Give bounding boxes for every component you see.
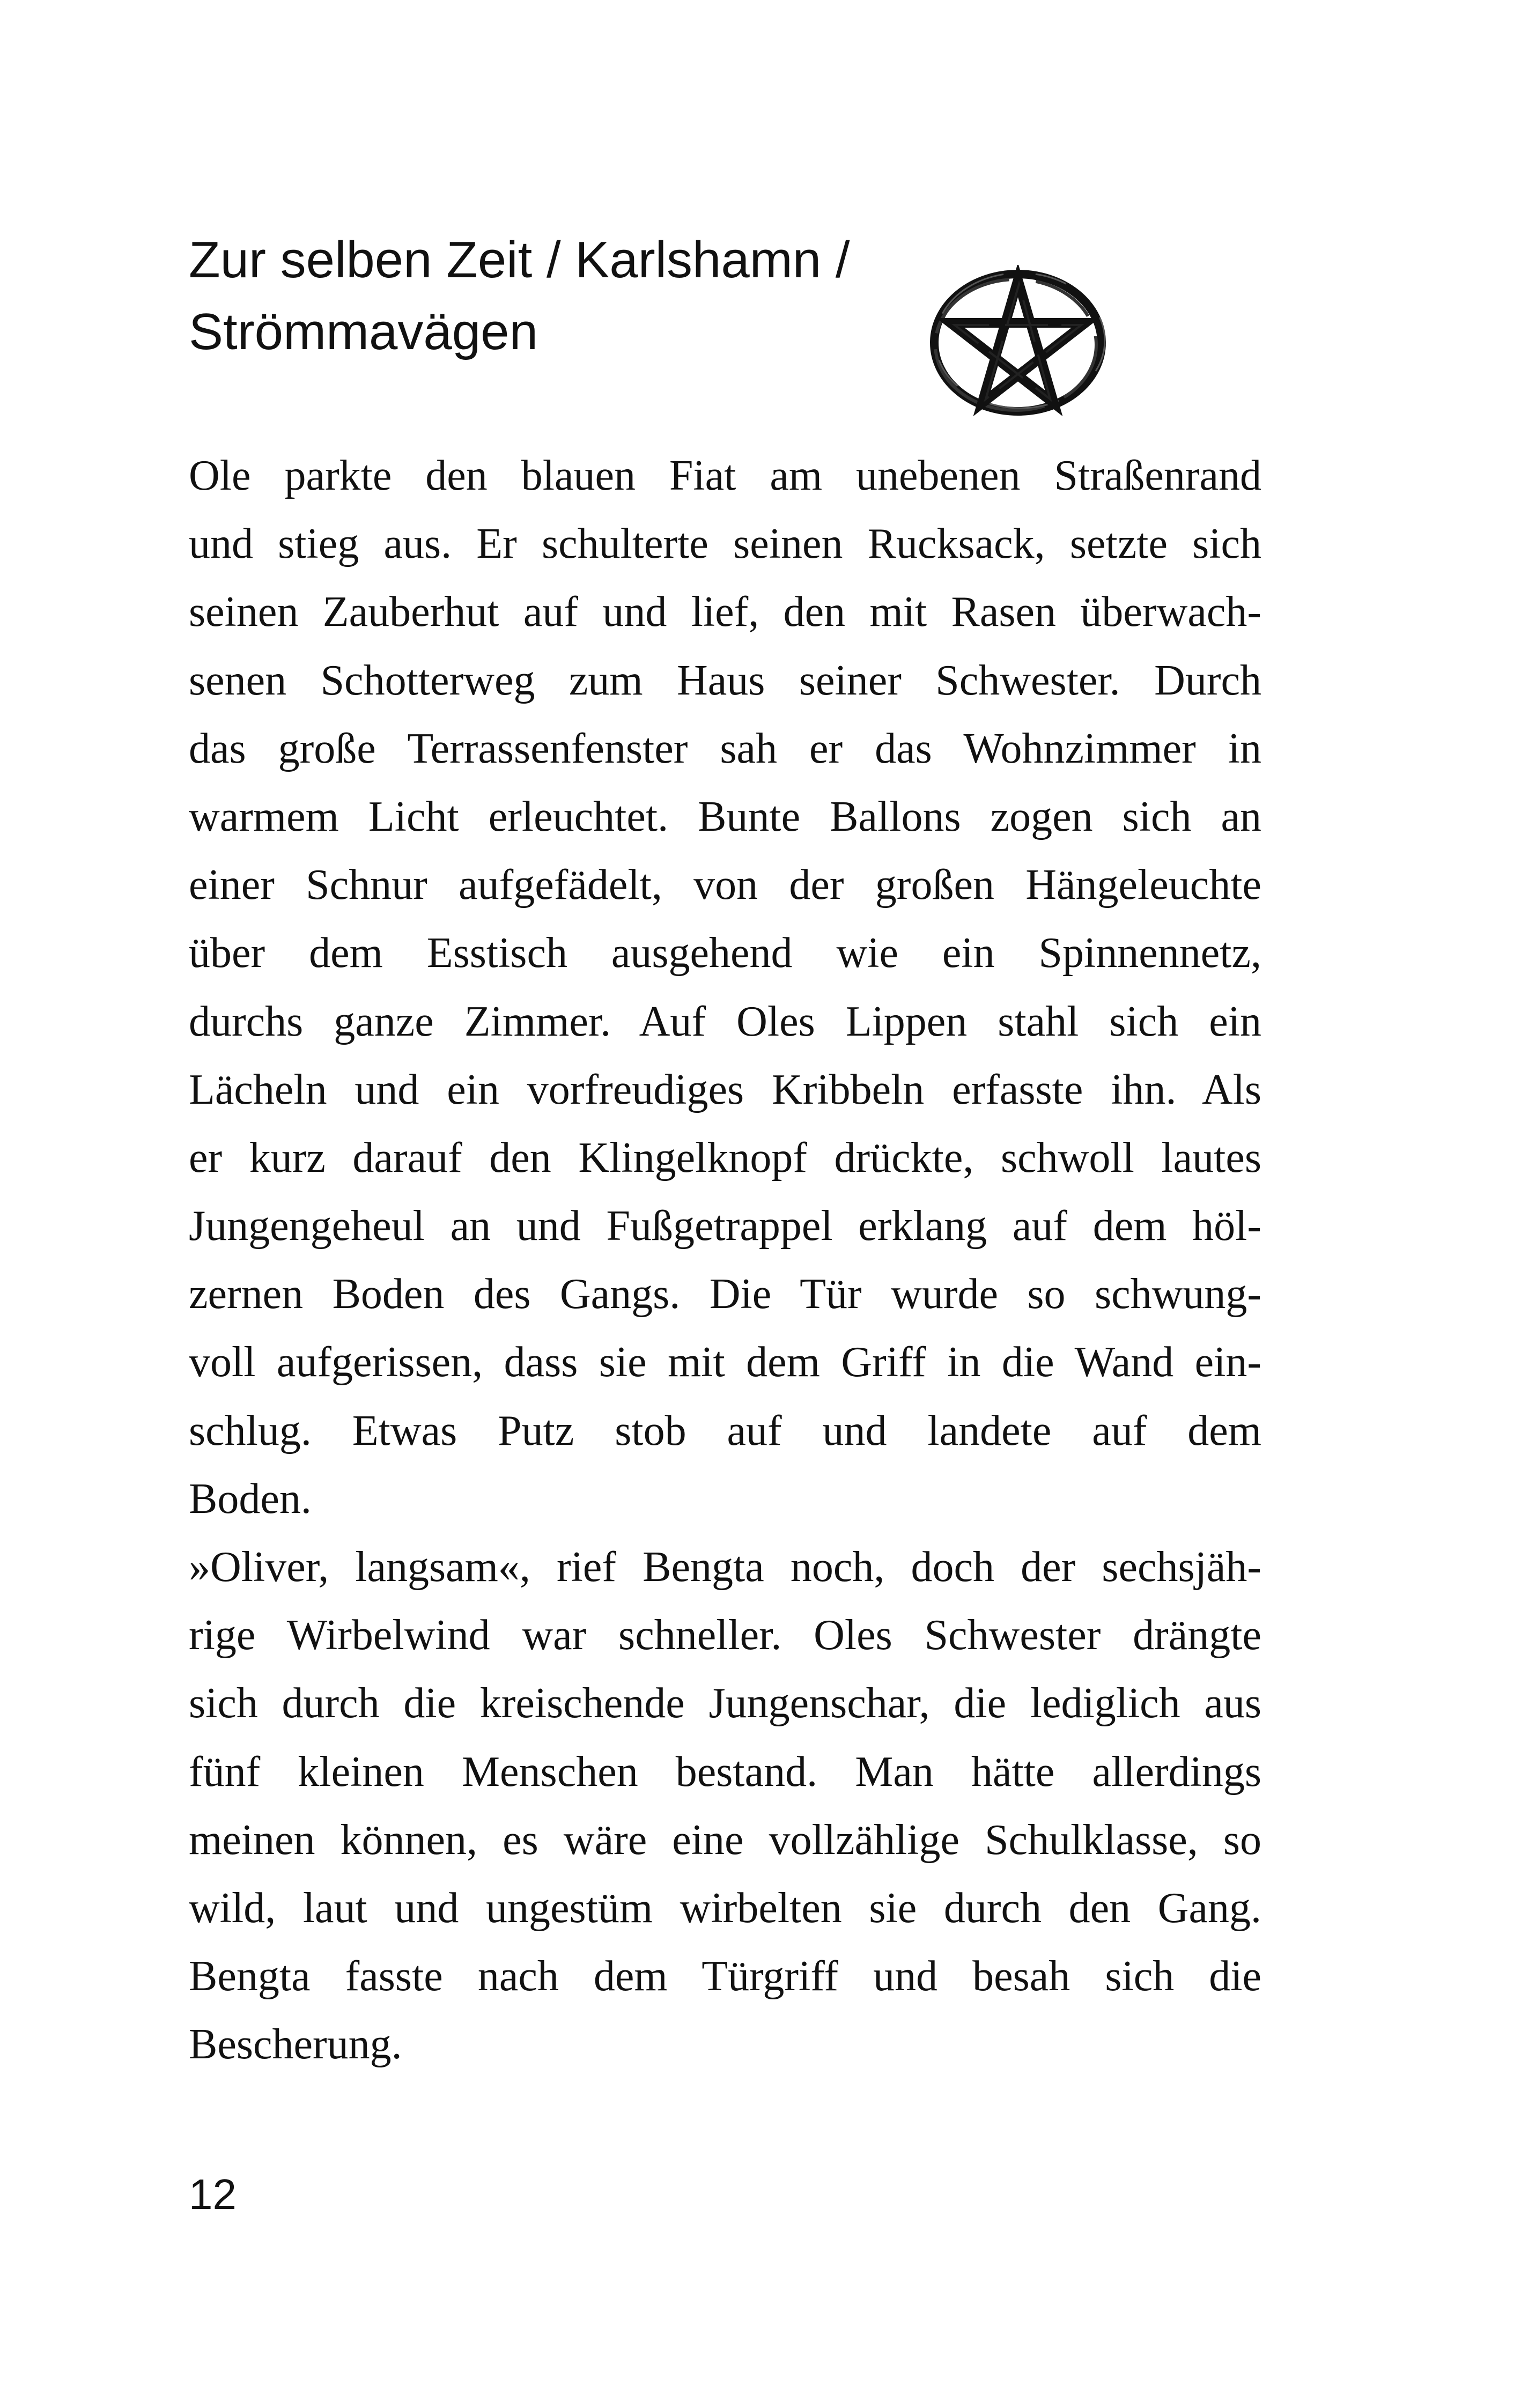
text-line: schlug. Etwas Putz stob auf und landete auf dem [189,1407,1261,1454]
text-line: warmem Licht erleuchtet. Bunte Ballons zogen sich an [189,793,1261,840]
text-line: wild, laut und ungestüm wirbelten sie durch den Gang. [189,1884,1261,1932]
text-line: das große Terrassenfenster sah er das Wohnzimmer in [189,725,1261,772]
text-line: einer Schnur aufgefädelt, von der großen Hängeleuchte [189,861,1261,909]
text-line: durchs ganze Zimmer. Auf Oles Lippen stahl sich ein [189,998,1261,1045]
page-number: 12 [189,2170,237,2218]
text-line: senen Schotterweg zum Haus seiner Schwester. Durch [189,656,1261,704]
body-text [189,442,1261,2079]
text-line: Jungengeheul an und Fußgetrappel erklang auf dem höl- [189,1202,1261,1250]
text-line: Ole parkte den blauen Fiat am unebenen Straßenrand [189,452,1261,499]
text-line: sich durch die kreischende Jungenschar, die lediglich aus [189,1680,1261,1727]
text-line: Bescherung. [189,2021,402,2069]
heading-line: Strömmavägen [189,303,538,360]
text-line: Bengta fasste nach dem Türgriff und besah sich die [189,1953,1261,2000]
text-line: über dem Esstisch ausgehend wie ein Spinnennetz, [189,929,1261,977]
text-line: fünf kleinen Menschen bestand. Man hätte allerdings [189,1748,1261,1796]
paragraph [189,1533,1261,2079]
heading-line: Zur selben Zeit / Karlshamn / [189,231,850,289]
text-line: zernen Boden des Gangs. Die Tür wurde so schwung- [189,1271,1261,1318]
pentagram-icon [927,265,1109,420]
chapter-heading [189,224,950,368]
text-line: Lächeln und ein vorfreudiges Kribbeln erfasste ihn. Als [189,1066,1261,1113]
text-line: und stieg aus. Er schulterte seinen Rucksack, setzte sich [189,520,1261,568]
text-line: meinen können, es wäre eine vollzählige Schulklasse, so [189,1816,1261,1864]
text-line: er kurz darauf den Klingelknopf drückte, schwoll lautes [189,1134,1261,1181]
paragraph [189,442,1261,1533]
text-line: Boden. [189,1475,312,1523]
text-line: voll aufgerissen, dass sie mit dem Griff in die Wand ein- [189,1339,1261,1386]
text-line: seinen Zauberhut auf und lief, den mit Rasen überwach- [189,588,1261,636]
text-line: rige Wirbelwind war schneller. Oles Schwester drängte [189,1612,1261,1659]
text-line: »Oliver, langsam«, rief Bengta noch, doch der sechsjäh- [189,1543,1261,1591]
